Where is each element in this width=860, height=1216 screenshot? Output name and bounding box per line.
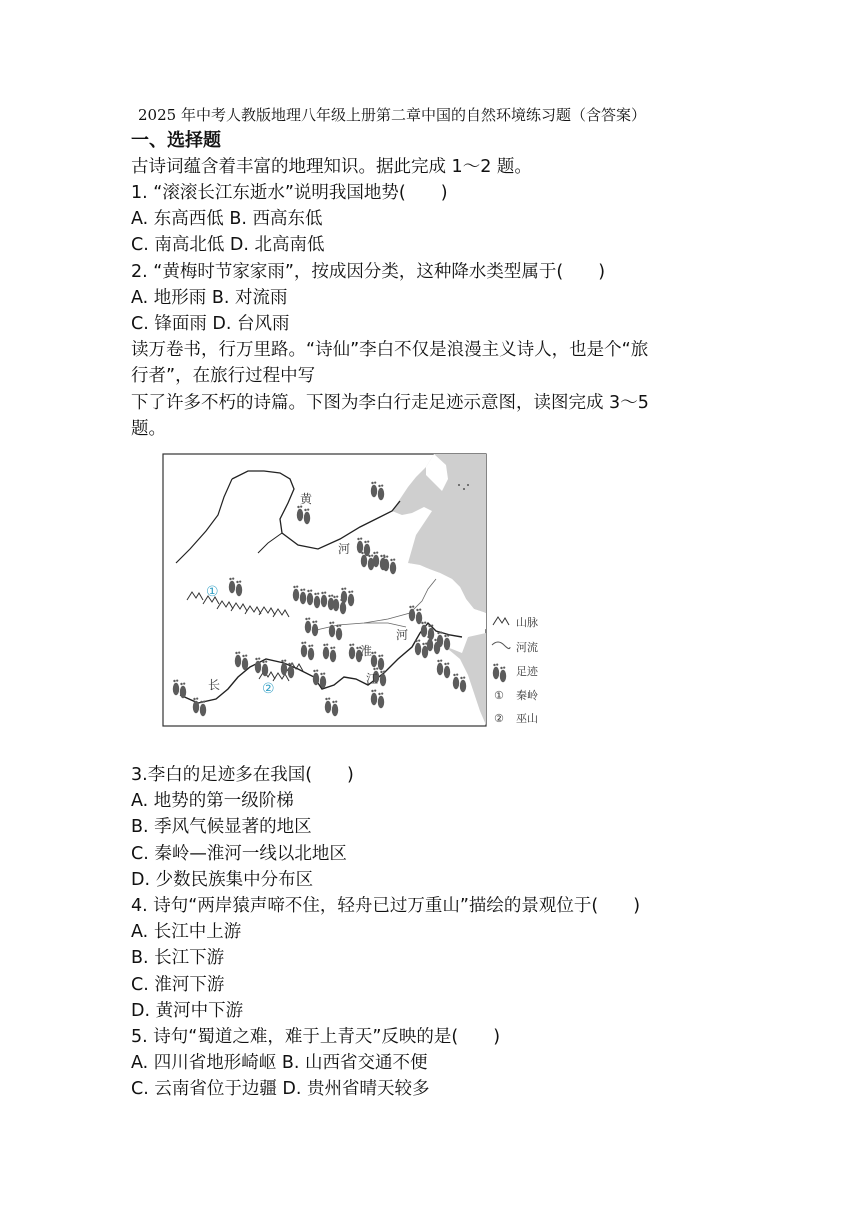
question-3-option-b: B. 季风气候显著的地区 (131, 817, 312, 837)
label-jiang: 江 (366, 672, 379, 686)
question-4-stem: 4. 诗句“两岸猿声啼不住，轻舟已过万重山”描绘的景观位于( ) (131, 896, 641, 916)
legend-river: 河流 (516, 641, 538, 654)
intro-paragraph: 古诗词蕴含着丰富的地理知识。据此完成 1～2 题。 (131, 157, 532, 177)
legend-mountain: 山脉 (516, 616, 538, 629)
marker-wushan: ② (262, 681, 275, 697)
question-2-stem: 2. “黄梅时节家家雨”，按成因分类，这种降水类型属于( ) (131, 262, 606, 282)
document-title: 2025 年中考人教版地理八年级上册第二章中国的自然环境练习题（含答案） (138, 106, 646, 124)
legend-wushan: 巫山 (516, 712, 538, 725)
map-svg (162, 453, 562, 728)
question-3-option-a: A. 地势的第一级阶梯 (131, 791, 294, 811)
question-5-options-ab: A. 四川省地形崎岖 B. 山西省交通不便 (131, 1053, 428, 1073)
question-4-option-c: C. 淮河下游 (131, 975, 225, 995)
section-heading: 一、选择题 (131, 130, 221, 151)
reading-intro-line-3: 下了许多不朽的诗篇。下图为李白行走足迹示意图，读图完成 3～5 (131, 393, 649, 413)
li-bai-footprint-map (162, 453, 562, 728)
marker-qinling: ① (206, 584, 219, 600)
question-2-options-ab: A. 地形雨 B. 对流雨 (131, 288, 288, 308)
question-3-stem: 3.李白的足迹多在我国( ) (131, 765, 354, 785)
legend-qinling: 秦岭 (516, 689, 538, 702)
question-2-options-cd: C. 锋面雨 D. 台风雨 (131, 314, 290, 334)
question-3-option-d: D. 少数民族集中分布区 (131, 870, 314, 890)
question-5-options-cd: C. 云南省位于边疆 D. 贵州省晴天较多 (131, 1079, 430, 1099)
reading-intro-line-4: 题。 (131, 419, 166, 439)
label-huang: 黄 (300, 492, 313, 506)
reading-intro-line-2: 行者”，在旅行过程中写 (131, 366, 316, 386)
label-huai: 淮 (360, 644, 373, 658)
question-4-option-b: B. 长江下游 (131, 948, 225, 968)
legend-wushan-number: ② (494, 712, 504, 725)
map-legend (492, 616, 539, 725)
label-chang: 长 (208, 678, 221, 692)
question-1-stem: 1. “滚滚长江东逝水”说明我国地势( ) (131, 183, 448, 203)
question-5-stem: 5. 诗句“蜀道之难，难于上青天”反映的是( ) (131, 1027, 501, 1047)
legend-footprint: 足迹 (516, 665, 538, 678)
reading-intro-line-1: 读万卷书，行万里路。“诗仙”李白不仅是浪漫主义诗人，也是个“旅 (131, 340, 649, 360)
question-3-option-c: C. 秦岭—淮河一线以北地区 (131, 844, 347, 864)
legend-qinling-number: ① (494, 689, 504, 702)
question-1-options-cd: C. 南高北低 D. 北高南低 (131, 235, 325, 255)
question-1-options-ab: A. 东高西低 B. 西高东低 (131, 209, 323, 229)
label-he-huai: 河 (396, 628, 409, 642)
label-he-yellow: 河 (338, 542, 351, 556)
question-4-option-d: D. 黄河中下游 (131, 1001, 244, 1021)
question-4-option-a: A. 长江中上游 (131, 922, 242, 942)
